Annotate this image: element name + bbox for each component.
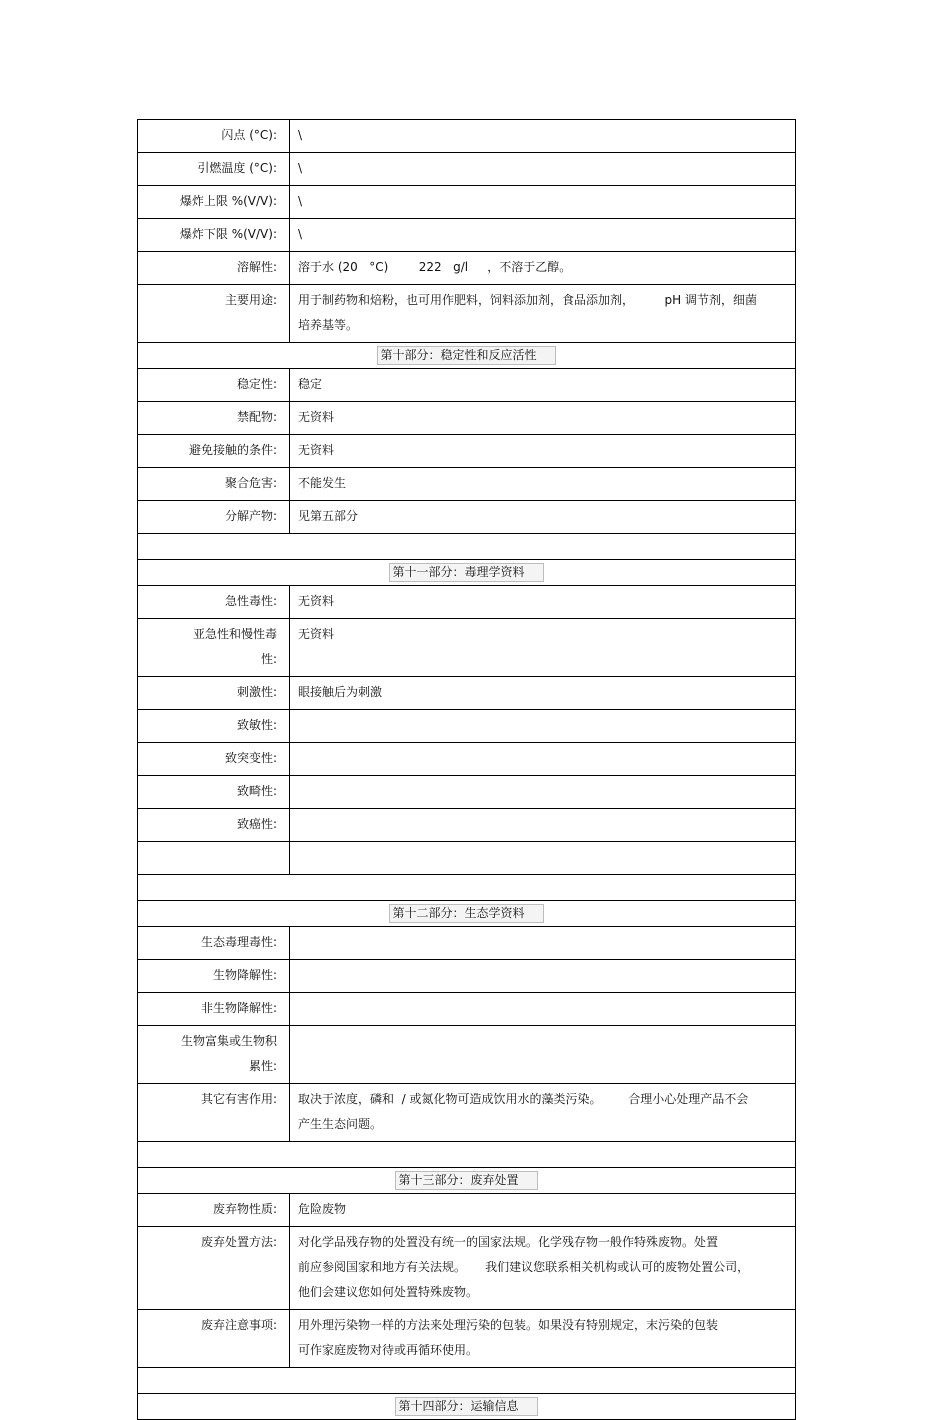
row-label: 致突变性:	[138, 743, 290, 776]
row-value: 无资料	[290, 586, 796, 619]
row-value	[290, 776, 796, 809]
row-label: 刺激性:	[138, 677, 290, 710]
row-label: 其它有害作用:	[138, 1084, 290, 1142]
table-row	[138, 468, 796, 501]
table-row	[138, 252, 796, 285]
table-row	[138, 960, 796, 993]
section-header-row	[138, 1168, 796, 1194]
row-label: 溶解性:	[138, 252, 290, 285]
empty-row	[138, 842, 796, 875]
table-row	[138, 369, 796, 402]
table-row	[138, 153, 796, 186]
section-title: 第十二部分：生态学资料	[389, 904, 543, 923]
table-row	[138, 809, 796, 842]
row-value: 无资料	[290, 435, 796, 468]
blank-row	[138, 534, 796, 560]
row-value: 对化学品残存物的处置没有统一的国家法规。化学残存物一般作特殊废物。处置 前应参阅国家和地方有关法规。 我们建议您联系相关机构或认可的废物处置公司， 他们会建议您如何处置特殊废物。	[290, 1227, 796, 1310]
blank-row	[138, 1368, 796, 1394]
table-row	[138, 435, 796, 468]
row-label: 废弃处置方法:	[138, 1227, 290, 1310]
table-row	[138, 710, 796, 743]
row-label: 分解产物:	[138, 501, 290, 534]
section-header-row	[138, 343, 796, 369]
row-label: 爆炸下限 %(V/V):	[138, 219, 290, 252]
table-row	[138, 501, 796, 534]
row-value: 见第五部分	[290, 501, 796, 534]
row-label: 非生物降解性:	[138, 993, 290, 1026]
row-value: \	[290, 219, 796, 252]
table-row	[138, 186, 796, 219]
row-label: 废弃物性质:	[138, 1194, 290, 1227]
row-label: 致畸性:	[138, 776, 290, 809]
blank-row	[138, 1142, 796, 1168]
table-row	[138, 219, 796, 252]
row-label: 引燃温度 (°C):	[138, 153, 290, 186]
row-value: 眼接触后为刺激	[290, 677, 796, 710]
table-row	[138, 619, 796, 677]
row-value	[290, 809, 796, 842]
section-title: 第十三部分：废弃处置	[395, 1171, 537, 1190]
section-title: 第十一部分：毒理学资料	[389, 563, 543, 582]
msds-table	[137, 119, 796, 1420]
table-row	[138, 776, 796, 809]
row-value: 稳定	[290, 369, 796, 402]
table-row	[138, 586, 796, 619]
row-value: 用于制药物和焙粉，也可用作肥料，饲料添加剂，食品添加剂， pH 调节剂，细菌 培养基等。	[290, 285, 796, 343]
row-label: 急性毒性:	[138, 586, 290, 619]
row-value: 取决于浓度，磷和 / 或氮化物可造成饮用水的藻类污染。 合理小心处理产品不会 产生生态问题。	[290, 1084, 796, 1142]
row-label: 生态毒理毒性:	[138, 927, 290, 960]
table-row	[138, 1084, 796, 1142]
row-value	[290, 710, 796, 743]
row-value	[290, 960, 796, 993]
table-row	[138, 1310, 796, 1368]
table-row	[138, 677, 796, 710]
table-row	[138, 120, 796, 153]
row-label: 生物富集或生物积 累性:	[138, 1026, 290, 1084]
row-value: \	[290, 153, 796, 186]
row-value: 溶于水 (20 °C) 222 g/l ，不溶于乙醇。	[290, 252, 796, 285]
row-label: 主要用途:	[138, 285, 290, 343]
table-row	[138, 1194, 796, 1227]
row-value	[290, 927, 796, 960]
blank-row	[138, 875, 796, 901]
section-title: 第十四部分：运输信息	[395, 1397, 537, 1416]
row-label: 禁配物:	[138, 402, 290, 435]
table-row	[138, 285, 796, 343]
table-row	[138, 402, 796, 435]
section-header-row	[138, 560, 796, 586]
table-row	[138, 1026, 796, 1084]
row-label: 闪点 (°C):	[138, 120, 290, 153]
row-label: 爆炸上限 %(V/V):	[138, 186, 290, 219]
row-label: 致癌性:	[138, 809, 290, 842]
row-label: 亚急性和慢性毒 性:	[138, 619, 290, 677]
table-row	[138, 743, 796, 776]
table-row	[138, 993, 796, 1026]
table-row	[138, 927, 796, 960]
section-header-row	[138, 1394, 796, 1420]
row-label: 聚合危害:	[138, 468, 290, 501]
row-value	[290, 743, 796, 776]
section-title: 第十部分：稳定性和反应活性	[377, 346, 555, 365]
row-value: \	[290, 186, 796, 219]
row-label: 废弃注意事项:	[138, 1310, 290, 1368]
row-value	[290, 1026, 796, 1084]
table-row	[138, 1227, 796, 1310]
row-label: 避免接触的条件:	[138, 435, 290, 468]
section-header-row	[138, 901, 796, 927]
row-value: 危险废物	[290, 1194, 796, 1227]
row-label: 致敏性:	[138, 710, 290, 743]
row-value: 无资料	[290, 402, 796, 435]
row-value: 无资料	[290, 619, 796, 677]
row-label: 稳定性:	[138, 369, 290, 402]
row-value	[290, 993, 796, 1026]
row-value: \	[290, 120, 796, 153]
row-value: 不能发生	[290, 468, 796, 501]
row-label: 生物降解性:	[138, 960, 290, 993]
row-value: 用外理污染物一样的方法来处理污染的包装。如果没有特别规定，末污染的包装 可作家庭废物对待或再循环使用。	[290, 1310, 796, 1368]
